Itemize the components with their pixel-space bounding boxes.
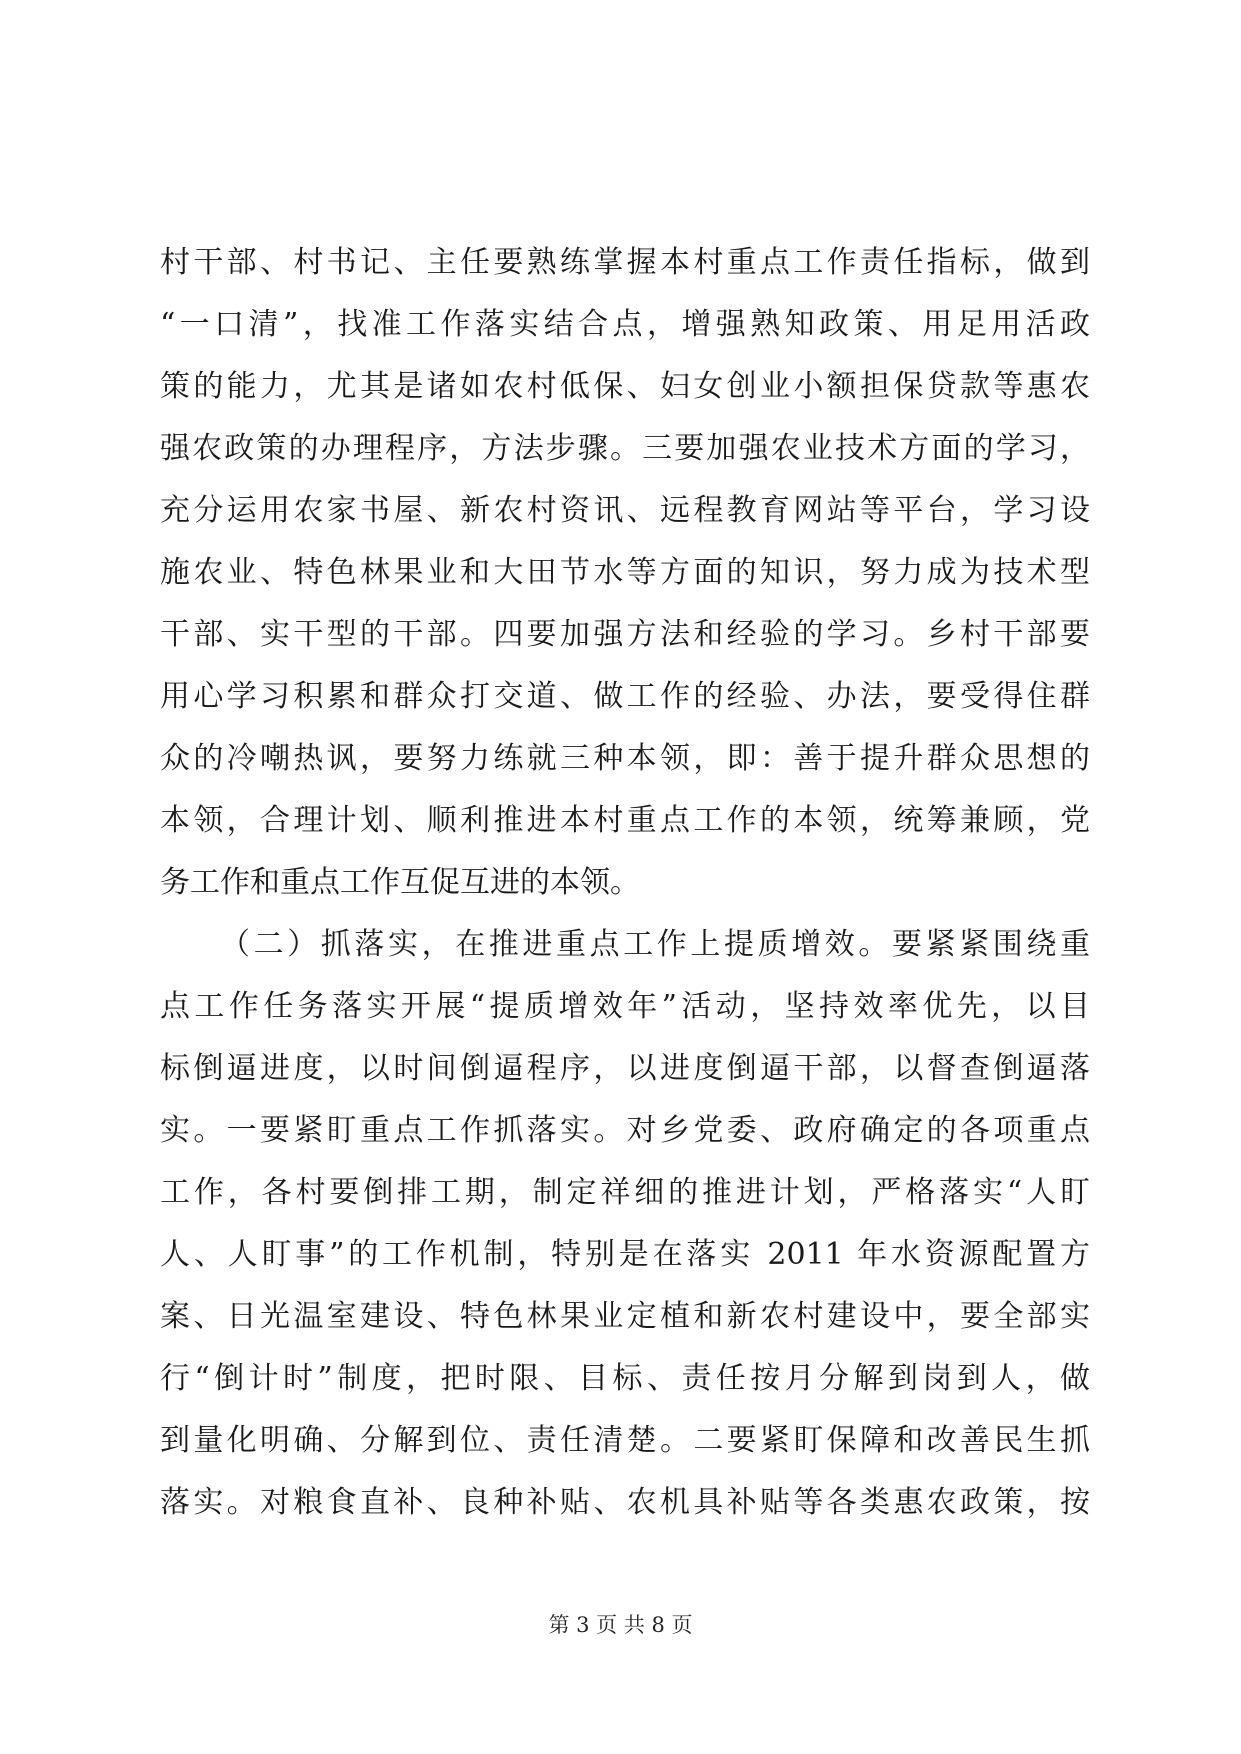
text-line: 务工作和重点工作互促互进的本领。: [160, 865, 640, 900]
text-line: 策的能力，尤其是诸如农村低保、妇女创业小额担保贷款等惠农: [160, 369, 1090, 404]
text-line: 工作，各村要倒排工期，制定祥细的推进计划，严格落实“人盯: [160, 1175, 1090, 1210]
text-line: 施农业、特色林果业和大田节水等方面的知识，努力成为技术型: [160, 555, 1090, 590]
text-line: 充分运用农家书屋、新农村资讯、远程教育网站等平台，学习设: [160, 493, 1090, 528]
text-line: 强农政策的办理程序，方法步骤。三要加强农业技术方面的学习，: [160, 431, 1090, 466]
text-line: 众的冷嘲热讽，要努力练就三种本领，即：善于提升群众思想的: [160, 741, 1090, 776]
text-line: 干部、实干型的干部。四要加强方法和经验的学习。乡村干部要: [160, 617, 1090, 652]
text-line: 案、日光温室建设、特色林果业定植和新农村建设中，要全部实: [160, 1299, 1090, 1334]
text-line: 行“倒计时”制度，把时限、目标、责任按月分解到岗到人，做: [160, 1361, 1090, 1396]
document-body: [160, 232, 1090, 1534]
page-number-footer: 第 3 页 共 8 页: [548, 1613, 693, 1637]
text-line: 实。一要紧盯重点工作抓落实。对乡党委、政府确定的各项重点: [160, 1113, 1090, 1148]
text-line: 落实。对粮食直补、良种补贴、农机具补贴等各类惠农政策，按: [160, 1485, 1090, 1520]
text-line: 点工作任务落实开展“提质增效年”活动，坚持效率优先，以目: [160, 989, 1090, 1024]
text-line: 用心学习积累和群众打交道、做工作的经验、办法，要受得住群: [160, 679, 1090, 714]
text-line: 人、人盯事”的工作机制，特别是在落实 2011 年水资源配置方: [160, 1237, 1090, 1272]
text-line: （二）抓落实，在推进重点工作上提质增效。要紧紧围绕重: [220, 927, 1090, 962]
text-line: 本领，合理计划、顺利推进本村重点工作的本领，统筹兼顾，党: [160, 803, 1090, 838]
text-line: 标倒逼进度，以时间倒逼程序，以进度倒逼干部，以督查倒逼落: [160, 1051, 1090, 1086]
text-line: “一口清”，找准工作落实结合点，增强熟知政策、用足用活政: [160, 307, 1090, 342]
paragraph-1: [160, 232, 1090, 914]
paragraph-2: [160, 914, 1090, 1534]
text-line: 村干部、村书记、主任要熟练掌握本村重点工作责任指标，做到: [160, 245, 1090, 280]
text-line: 到量化明确、分解到位、责任清楚。二要紧盯保障和改善民生抓: [160, 1423, 1090, 1458]
